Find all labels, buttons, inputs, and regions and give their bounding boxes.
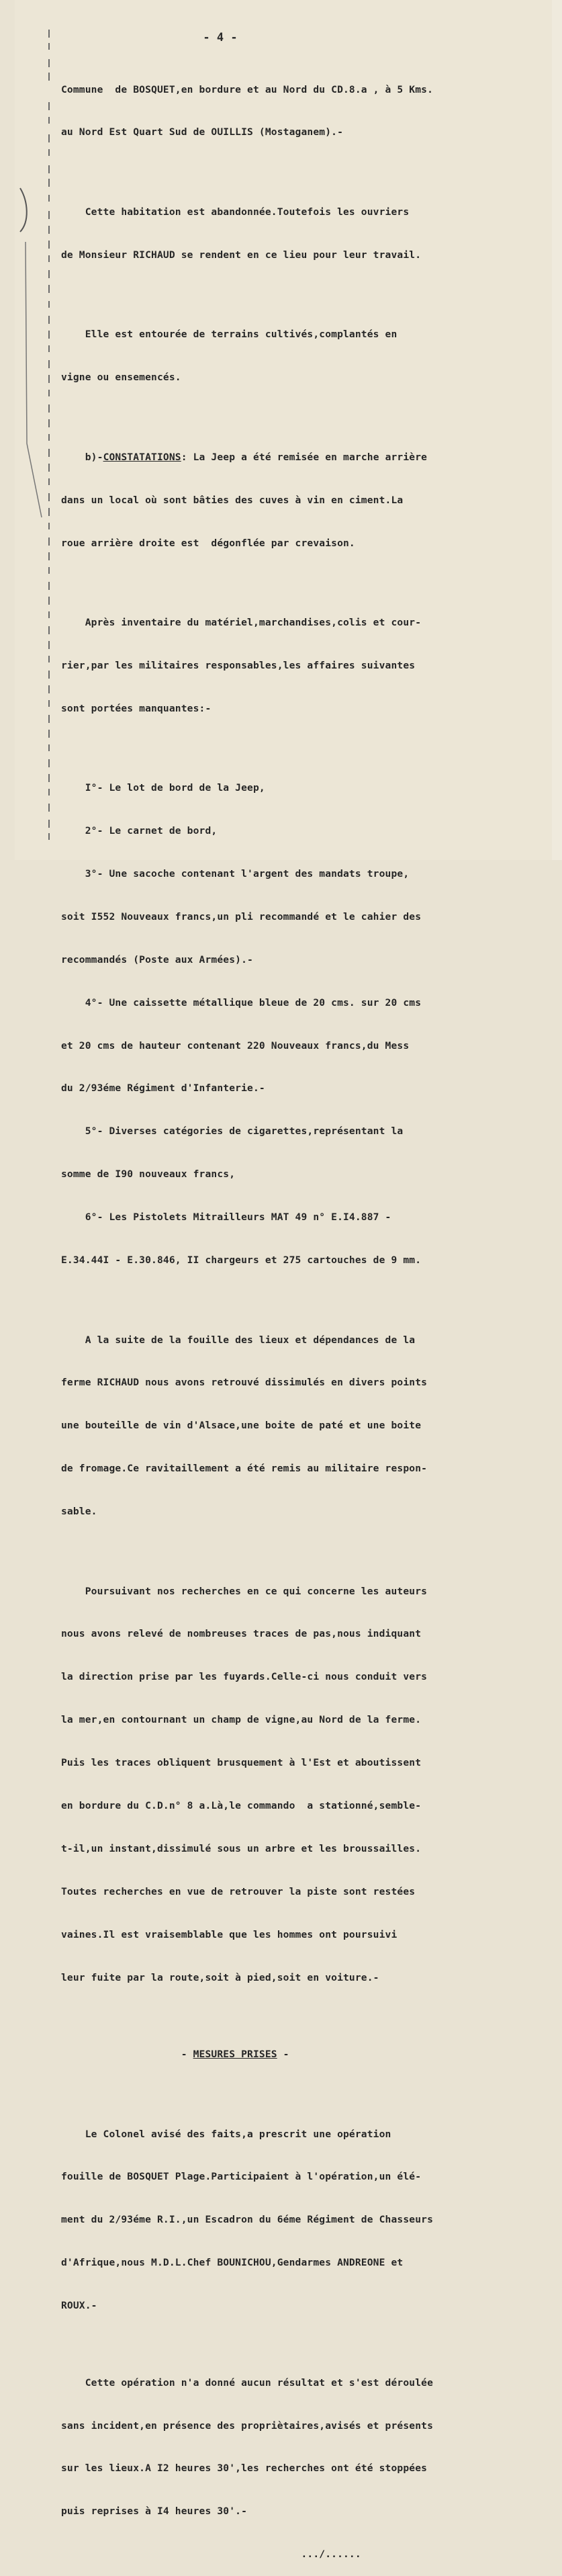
text-line: nous avons relevé de nombreuses traces de pas,nous indiquant	[61, 1628, 422, 1640]
text-line: t-il,un instant,dissimulé sous un arbre et les broussailles.	[61, 1842, 422, 1854]
text-line: de Monsieur RICHAUD se rendent en ce lieu pour leur travail.	[61, 249, 422, 261]
text-line: en bordure du C.D.n° 8 a.Là,le commando a stationné,semble-	[61, 1800, 422, 1812]
text-line: la mer,en contournant un champ de vigne,au Nord de la ferme.	[61, 1714, 422, 1726]
text-line: la direction prise par les fuyards.Celle-ci nous conduit vers	[61, 1671, 428, 1683]
text-line: du 2/93éme Régiment d'Infanterie.-	[61, 1082, 265, 1094]
text-line: puis reprises à I4 heures 30'.-	[61, 2505, 248, 2518]
text-line: fouille de BOSQUET Plage.Participaient à l'opération,un élé-	[61, 2171, 422, 2183]
text-fragment: b)-	[61, 451, 103, 463]
text-line: Poursuivant nos recherches en ce qui concerne les auteurs	[61, 1585, 428, 1597]
text-line: vigne ou ensemencés.	[61, 372, 181, 384]
section-heading-line	[61, 2047, 545, 2061]
text-line: au Nord Est Quart Sud de OUILLIS (Mostaganem).-	[61, 126, 344, 138]
text-line: sable.	[61, 1506, 97, 1518]
text-line: Commune de BOSQUET,en bordure et au Nord du CD.8.a , à 5 Kms.	[61, 83, 434, 95]
text-line: sur les lieux.A I2 heures 30',les recherches ont été stoppées	[61, 2462, 428, 2475]
text-line: une bouteille de vin d'Alsace,une boite de paté et une boite	[61, 1420, 422, 1432]
list-item: 2°- Le carnet de bord,	[61, 825, 218, 837]
text-line: Elle est entourée de terrains cultivés,complantés en	[61, 329, 397, 341]
text-line: vaines.Il est vraisemblable que les hommes ont poursuivi	[61, 1928, 397, 1940]
list-item: 5°- Diverses catégories de cigarettes,représentant la	[61, 1125, 404, 1137]
list-item: I°- Le lot de bord de la Jeep,	[61, 782, 265, 794]
text-line: dans un local où sont bâties des cuves à vin en ciment.La	[61, 494, 404, 506]
text-line: Toutes recherches en vue de retrouver la piste sont restées	[61, 1885, 416, 1897]
text-line: A la suite de la fouille des lieux et dépendances de la	[61, 1334, 416, 1346]
text-line: soit I552 Nouveaux francs,un pli recommandé et le cahier des	[61, 910, 422, 922]
text-line: recommandés (Poste aux Armées).-	[61, 953, 253, 965]
text-line: ment du 2/93éme R.I.,un Escadron du 6éme Régiment de Chasseurs	[61, 2214, 434, 2226]
constatations-heading: CONSTATATIONS	[103, 451, 181, 463]
text-line: sans incident,en présence des propriètaires,avisés et présents	[61, 2419, 434, 2432]
text-line: ROUX.-	[61, 2300, 97, 2312]
binder-hole-mark	[0, 0, 60, 538]
text-line: et 20 cms de hauteur contenant 220 Nouveaux francs,du Mess	[61, 1039, 410, 1051]
text-fragment: : La Jeep a été remisée en marche arrière	[181, 451, 428, 463]
text-fragment: -	[61, 2049, 193, 2061]
page-number: - 4 -	[203, 31, 238, 44]
text-line: rier,par les militaires responsables,les affaires suivantes	[61, 659, 416, 671]
list-item: 4°- Une caissette métallique bleue de 20 cms. sur 20 cms	[61, 996, 422, 1008]
text-line: Puis les traces obliquent brusquement à l'Est et aboutissent	[61, 1757, 422, 1769]
text-line: somme de I90 nouveaux francs,	[61, 1168, 236, 1180]
text-line: Cette opération n'a donné aucun résultat et s'est déroulée	[61, 2376, 434, 2389]
page-edge	[552, 0, 562, 860]
text-line: roue arrière droite est dégonflée par crevaison.	[61, 537, 355, 549]
continuation-mark: .../......	[61, 2548, 361, 2561]
document-body	[61, 54, 545, 2576]
text-line: de fromage.Ce ravitaillement a été remis au militaire respon-	[61, 1463, 428, 1475]
list-item: 6°- Les Pistolets Mitrailleurs MAT 49 n° E.I4.887 -	[61, 1211, 391, 1223]
text-line: sont portées manquantes:-	[61, 702, 212, 714]
list-item: 3°- Une sacoche contenant l'argent des mandats troupe,	[61, 868, 410, 880]
text-line: E.34.44I - E.30.846, II chargeurs et 275 cartouches de 9 mm.	[61, 1254, 422, 1266]
text-line: leur fuite par la route,soit à pied,soit en voiture.-	[61, 1971, 379, 1983]
text-line: d'Afrique,nous M.D.L.Chef BOUNICHOU,Gendarmes ANDREONE et	[61, 2257, 404, 2269]
text-line: ferme RICHAUD nous avons retrouvé dissimulés en divers points	[61, 1377, 428, 1389]
text-fragment: -	[277, 2049, 289, 2061]
text-line: Le Colonel avisé des faits,a prescrit une opération	[61, 2128, 391, 2140]
text-line: Après inventaire du matériel,marchandises,colis et cour-	[61, 616, 422, 628]
text-line: Cette habitation est abandonnée.Toutefois les ouvriers	[61, 206, 410, 218]
text-line-constatations	[61, 450, 545, 464]
mesures-prises-heading: MESURES PRISES	[193, 2049, 277, 2061]
